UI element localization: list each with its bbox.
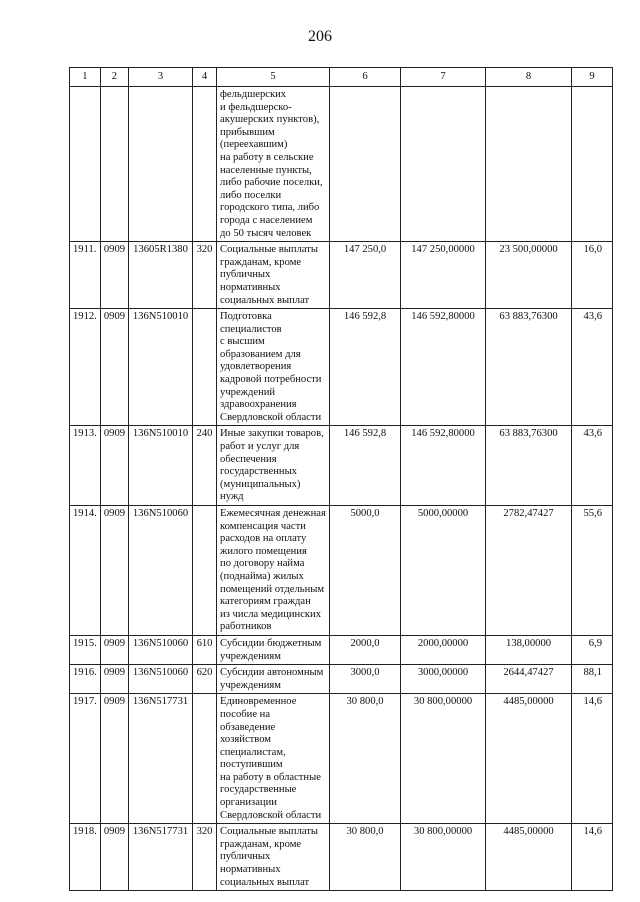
percent-cell: 14,6 <box>572 694 613 824</box>
executed-amount-cell: 23 500,00000 <box>486 242 572 309</box>
target-article-cell: 136N510010 <box>129 426 193 506</box>
executed-amount-cell: 63 883,76300 <box>486 426 572 506</box>
table-row <box>70 426 613 506</box>
row-number-cell: 1916. <box>70 665 101 694</box>
planned-amount-cell: 5000,00000 <box>401 506 486 636</box>
item-name-cell: фельдшерских и фельдшерско- акушерских пунктов), прибывшим (переехавшим) на работу в сельские населенные пункты, либо рабочие поселки, либо поселки городского типа, либо города с населением до 50 тысяч человек <box>217 87 330 242</box>
table-row <box>70 694 613 824</box>
column-header: 8 <box>486 68 572 87</box>
column-header: 1 <box>70 68 101 87</box>
row-number-cell: 1918. <box>70 824 101 891</box>
row-number-cell <box>70 87 101 242</box>
planned-amount-cell: 30 800,00000 <box>401 694 486 824</box>
section-code-cell: 0909 <box>100 309 128 426</box>
target-article-cell <box>129 87 193 242</box>
planned-amount-cell: 2000,00000 <box>401 635 486 664</box>
table-body <box>70 68 613 891</box>
target-article-cell: 136N510060 <box>129 665 193 694</box>
page-number: 206 <box>308 28 332 45</box>
column-header: 6 <box>330 68 401 87</box>
item-name-cell: Социальные выплаты гражданам, кроме публичных нормативных социальных выплат <box>217 242 330 309</box>
section-code-cell: 0909 <box>100 635 128 664</box>
percent-cell: 6,9 <box>572 635 613 664</box>
percent-cell: 14,6 <box>572 824 613 891</box>
percent-cell: 16,0 <box>572 242 613 309</box>
approved-amount-cell: 146 592,8 <box>330 426 401 506</box>
percent-cell: 43,6 <box>572 426 613 506</box>
expense-type-cell: 620 <box>193 665 217 694</box>
approved-amount-cell: 146 592,8 <box>330 309 401 426</box>
executed-amount-cell: 63 883,76300 <box>486 309 572 426</box>
percent-cell: 88,1 <box>572 665 613 694</box>
percent-cell: 55,6 <box>572 506 613 636</box>
item-name-cell: Ежемесячная денежная компенсация части расходов на оплату жилого помещения по договору найма (поднайма) жилых помещений отдельным категориям граждан из числа медицинских работников <box>217 506 330 636</box>
planned-amount-cell: 147 250,00000 <box>401 242 486 309</box>
table-row <box>70 824 613 891</box>
executed-amount-cell: 2782,47427 <box>486 506 572 636</box>
approved-amount-cell <box>330 87 401 242</box>
section-code-cell: 0909 <box>100 694 128 824</box>
executed-amount-cell: 2644,47427 <box>486 665 572 694</box>
approved-amount-cell: 30 800,0 <box>330 824 401 891</box>
item-name-cell: Субсидии автономным учреждениям <box>217 665 330 694</box>
row-number-cell: 1912. <box>70 309 101 426</box>
column-header: 9 <box>572 68 613 87</box>
target-article-cell: 136N517731 <box>129 824 193 891</box>
column-header: 5 <box>217 68 330 87</box>
executed-amount-cell: 138,00000 <box>486 635 572 664</box>
table-row <box>70 506 613 636</box>
header-row <box>70 68 613 87</box>
approved-amount-cell: 2000,0 <box>330 635 401 664</box>
budget-table <box>69 67 613 891</box>
row-number-cell: 1915. <box>70 635 101 664</box>
expense-type-cell: 610 <box>193 635 217 664</box>
planned-amount-cell: 146 592,80000 <box>401 426 486 506</box>
section-code-cell: 0909 <box>100 824 128 891</box>
section-code-cell <box>100 87 128 242</box>
row-number-cell: 1917. <box>70 694 101 824</box>
section-code-cell: 0909 <box>100 426 128 506</box>
planned-amount-cell: 3000,00000 <box>401 665 486 694</box>
executed-amount-cell: 4485,00000 <box>486 824 572 891</box>
expense-type-cell <box>193 694 217 824</box>
target-article-cell: 13605R1380 <box>129 242 193 309</box>
row-number-cell: 1911. <box>70 242 101 309</box>
item-name-cell: Субсидии бюджетным учреждениям <box>217 635 330 664</box>
table-row <box>70 242 613 309</box>
expense-type-cell <box>193 87 217 242</box>
expense-type-cell <box>193 506 217 636</box>
planned-amount-cell: 30 800,00000 <box>401 824 486 891</box>
approved-amount-cell: 5000,0 <box>330 506 401 636</box>
target-article-cell: 136N510060 <box>129 506 193 636</box>
table-row <box>70 665 613 694</box>
executed-amount-cell: 4485,00000 <box>486 694 572 824</box>
approved-amount-cell: 3000,0 <box>330 665 401 694</box>
item-name-cell: Единовременное пособие на обзаведение хозяйством специалистам, поступившим на работу в областные государственные организации Свердловской области <box>217 694 330 824</box>
approved-amount-cell: 30 800,0 <box>330 694 401 824</box>
column-header: 4 <box>193 68 217 87</box>
table-row <box>70 309 613 426</box>
section-code-cell: 0909 <box>100 665 128 694</box>
expense-type-cell <box>193 309 217 426</box>
column-header: 2 <box>100 68 128 87</box>
executed-amount-cell <box>486 87 572 242</box>
approved-amount-cell: 147 250,0 <box>330 242 401 309</box>
item-name-cell: Иные закупки товаров, работ и услуг для обеспечения государственных (муниципальных) нужд <box>217 426 330 506</box>
table-row <box>70 87 613 242</box>
expense-type-cell: 320 <box>193 242 217 309</box>
item-name-cell: Подготовка специалистов с высшим образованием для удовлетворения кадровой потребности учреждений здравоохранения Свердловской области <box>217 309 330 426</box>
table-row <box>70 635 613 664</box>
expense-type-cell: 320 <box>193 824 217 891</box>
planned-amount-cell <box>401 87 486 242</box>
percent-cell: 43,6 <box>572 309 613 426</box>
target-article-cell: 136N517731 <box>129 694 193 824</box>
section-code-cell: 0909 <box>100 242 128 309</box>
section-code-cell: 0909 <box>100 506 128 636</box>
expense-type-cell: 240 <box>193 426 217 506</box>
row-number-cell: 1914. <box>70 506 101 636</box>
planned-amount-cell: 146 592,80000 <box>401 309 486 426</box>
column-header: 7 <box>401 68 486 87</box>
percent-cell <box>572 87 613 242</box>
target-article-cell: 136N510010 <box>129 309 193 426</box>
item-name-cell: Социальные выплаты гражданам, кроме публичных нормативных социальных выплат <box>217 824 330 891</box>
column-header: 3 <box>129 68 193 87</box>
row-number-cell: 1913. <box>70 426 101 506</box>
target-article-cell: 136N510060 <box>129 635 193 664</box>
